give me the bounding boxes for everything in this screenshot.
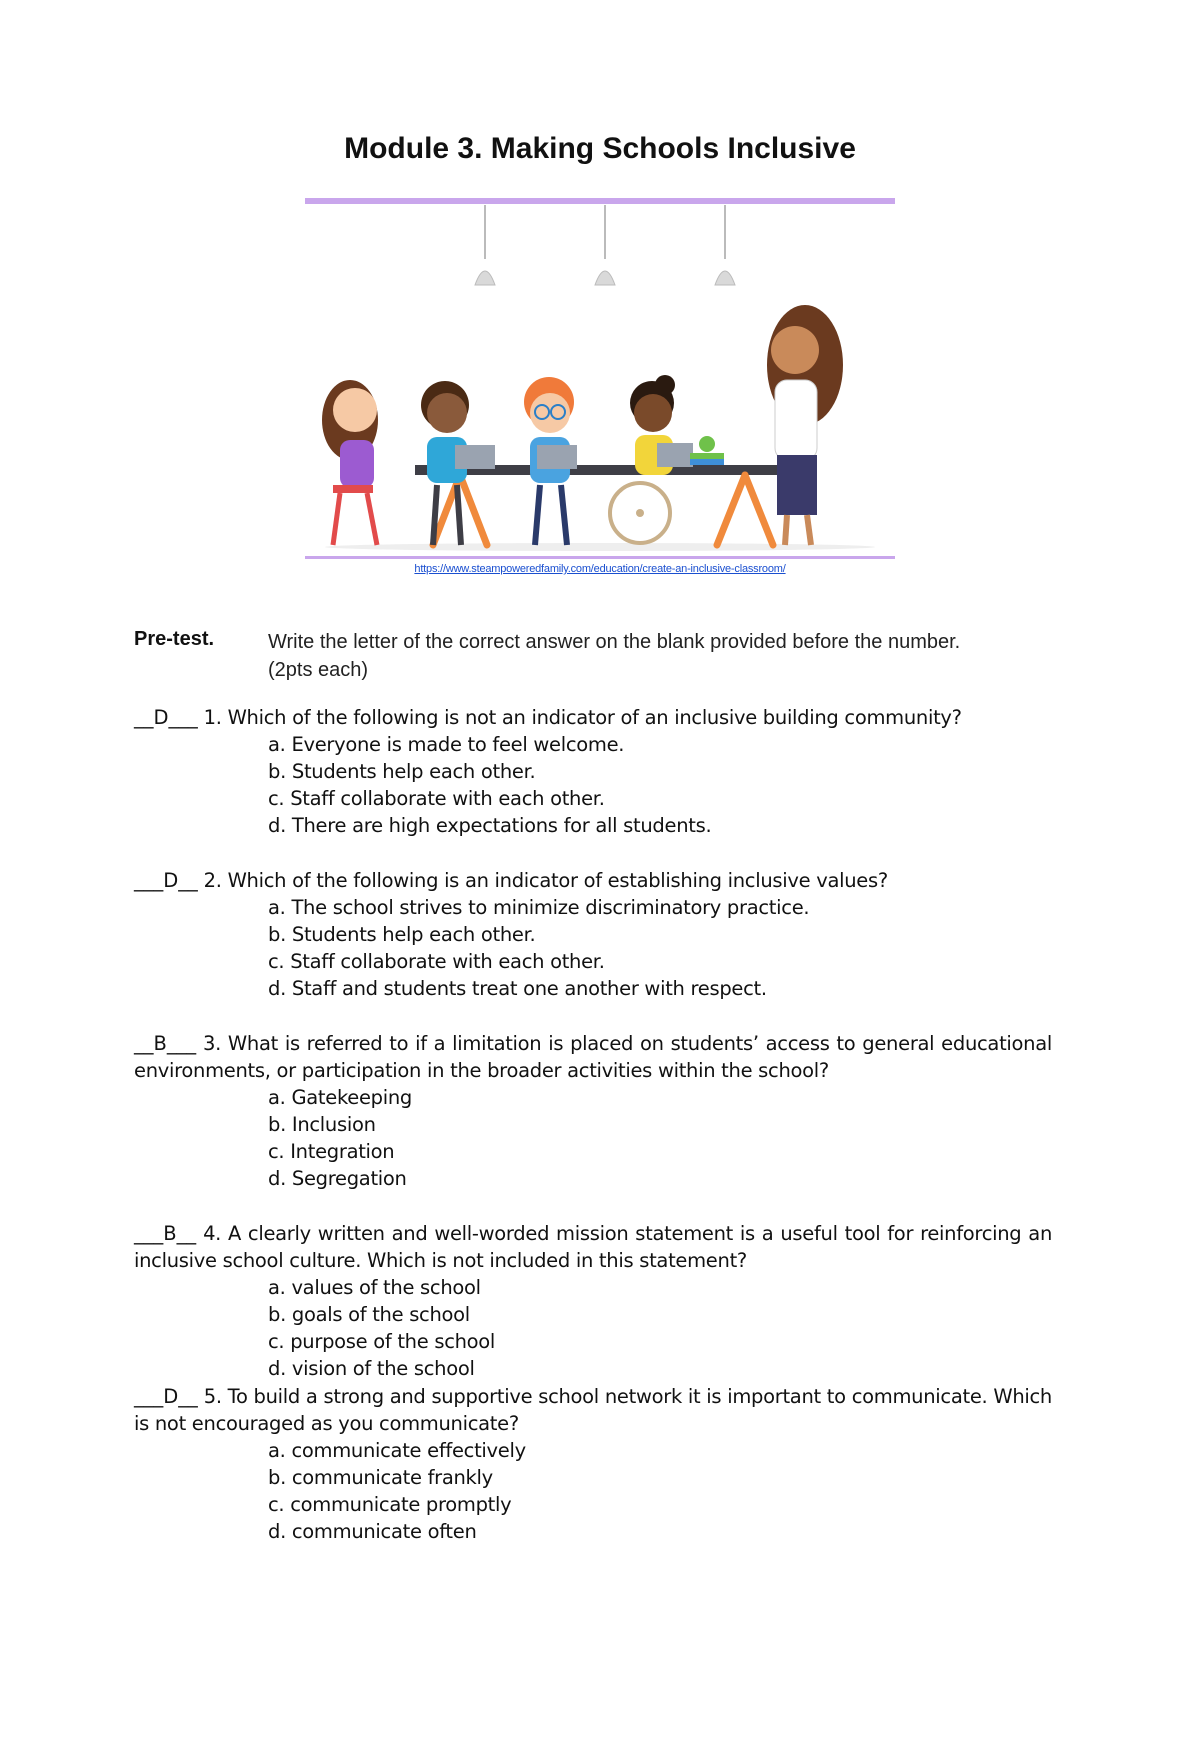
answer-blank[interactable]: ___D__: [134, 869, 198, 892]
option: a. Everyone is made to feel welcome.: [268, 733, 625, 756]
option: d. Segregation: [268, 1167, 407, 1190]
option: c. Staff collaborate with each other.: [268, 787, 605, 810]
options-list: [134, 1437, 1052, 1545]
answer-blank[interactable]: __B___: [134, 1032, 197, 1055]
option: a. Gatekeeping: [268, 1086, 412, 1109]
question-stem: [134, 1220, 1052, 1274]
option: a. values of the school: [268, 1276, 481, 1299]
option: d. Staff and students treat one another with respect.: [268, 977, 767, 1000]
options-list: [134, 894, 1052, 1002]
option: a. communicate effectively: [268, 1439, 526, 1462]
option: c. Staff collaborate with each other.: [268, 950, 605, 973]
question-text: 3. What is referred to if a limitation is placed on students’ access to general educational environments, or participation in the broader activities within the school?: [134, 1032, 1052, 1082]
answer-blank[interactable]: ___D__: [134, 1385, 198, 1408]
question-stem: [134, 1383, 1052, 1437]
instructions-line-2: (2pts each): [268, 659, 369, 681]
option: b. goals of the school: [268, 1303, 470, 1326]
option: b. Students help each other.: [268, 760, 536, 783]
option: c. communicate promptly: [268, 1493, 512, 1516]
question-text: 1. Which of the following is not an indicator of an inclusive building community?: [203, 706, 962, 729]
classroom-illustration: [305, 195, 895, 565]
question-5: [134, 1383, 1052, 1545]
question-3: [134, 1030, 1052, 1192]
answer-blank[interactable]: ___B__: [134, 1222, 197, 1245]
question-2: [134, 867, 1052, 1002]
question-stem: [134, 704, 1052, 731]
instructions-label: Pre-test.: [134, 628, 215, 650]
option: b. Students help each other.: [268, 923, 536, 946]
question-text: 5. To build a strong and supportive school network it is important to communicate. Which is not encouraged as you communicate?: [134, 1385, 1052, 1435]
instructions-line-1: Write the letter of the correct answer on the blank provided before the number.: [268, 631, 961, 653]
source-link[interactable]: https://www.steampoweredfamily.com/education/create-an-inclusive-classroom/: [414, 563, 786, 575]
question-text: 4. A clearly written and well-worded mission statement is a useful tool for reinforcing an inclusive school culture. Which is not included in this statement?: [134, 1222, 1053, 1272]
option: a. The school strives to minimize discriminatory practice.: [268, 896, 810, 919]
option: d. There are high expectations for all students.: [268, 814, 712, 837]
question-1: [134, 704, 1052, 839]
option: d. vision of the school: [268, 1357, 475, 1380]
page-title: Module 3. Making Schools Inclusive: [344, 132, 856, 165]
options-list: [134, 1274, 1052, 1382]
question-stem: [134, 867, 1052, 894]
question-text: 2. Which of the following is an indicator of establishing inclusive values?: [203, 869, 888, 892]
question-stem: [134, 1030, 1052, 1084]
option: c. Integration: [268, 1140, 395, 1163]
option: d. communicate often: [268, 1520, 477, 1543]
option: b. communicate frankly: [268, 1466, 493, 1489]
options-list: [134, 731, 1052, 839]
answer-blank[interactable]: __D___: [134, 706, 198, 729]
option: b. Inclusion: [268, 1113, 376, 1136]
option: c. purpose of the school: [268, 1330, 496, 1353]
question-4: [134, 1220, 1052, 1382]
options-list: [134, 1084, 1052, 1192]
instructions-text: [268, 628, 1068, 684]
